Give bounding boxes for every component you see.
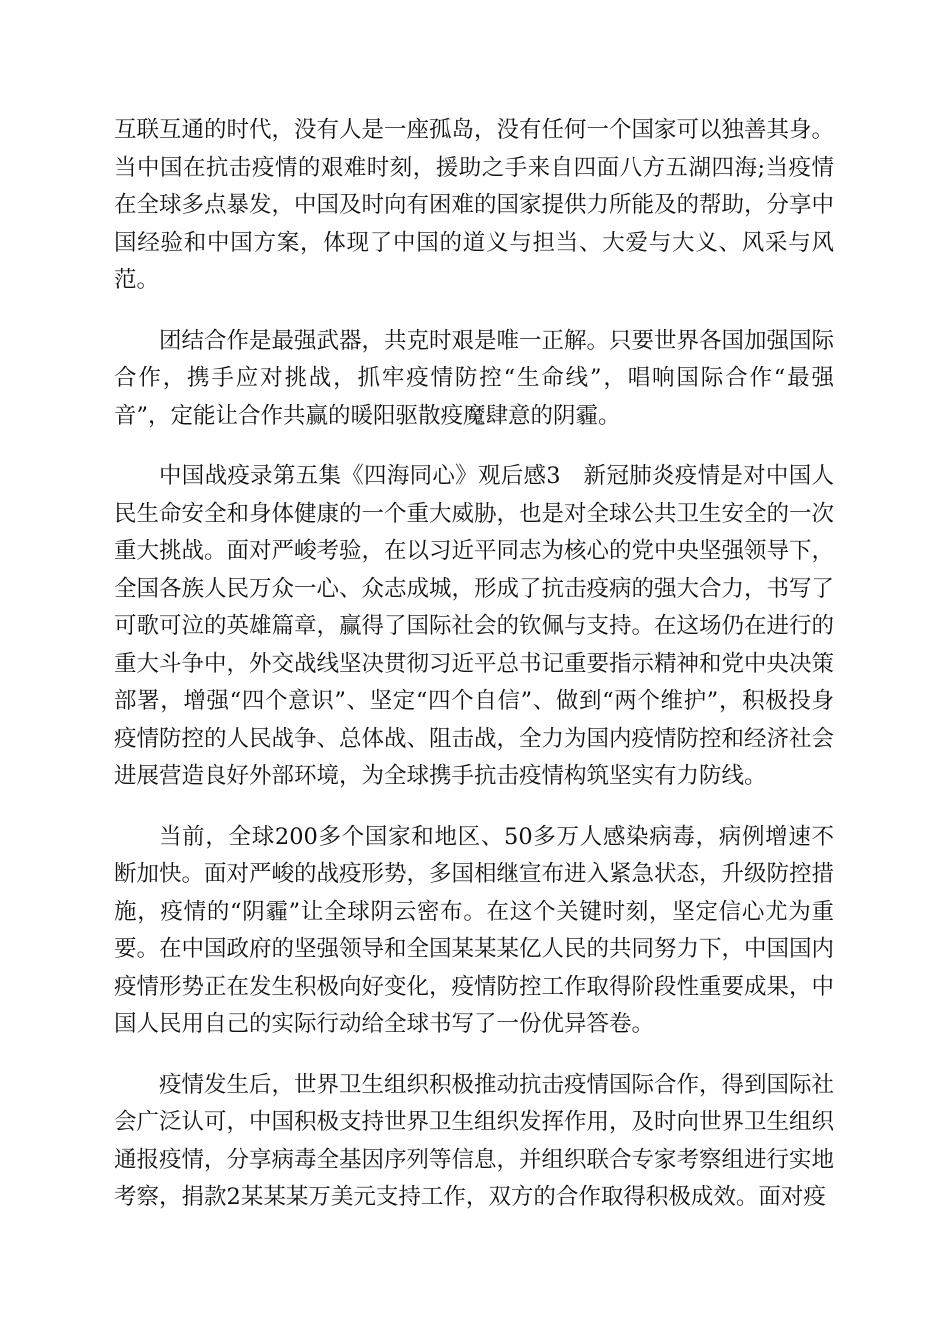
paragraph-gap xyxy=(114,796,834,819)
paragraph-2: 团结合作是最强武器，共克时艰是唯一正解。只要世界各国加强国际合作，携手应对挑战，抓牢疫情防控“生命线”，唱响国际合作“最强音”，定能让合作共赢的暖阳驱散疫魔肆意的阴霾。 xyxy=(114,327,835,429)
paragraph-gap xyxy=(114,300,834,323)
paragraph-gap xyxy=(114,1044,834,1067)
paragraph-1: 互联互通的时代，没有人是一座孤岛，没有任何一个国家可以独善其身。当中国在抗击疫情的艰难时刻，援助之手来自四面八方五湖四海;当疫情在全球多点暴发，中国及时向有困难的国家提供力所能及的帮助，分享中国经验和中国方案，体现了中国的道义与担当、大爱与大义、风采与风范。 xyxy=(114,117,835,293)
document-page xyxy=(114,112,834,1217)
paragraph-5: 疫情发生后，世界卫生组织积极推动抗击疫情国际合作，得到国际社会广泛认可，中国积极支持世界卫生组织发挥作用，及时向世界卫生组织通报疫情，分享病毒全基因序列等信息，并组织联合专家考察组进行实地考察，捐款2某某某万美元支持工作，双方的合作取得积极成效。面对疫 xyxy=(114,1071,835,1210)
paragraph-3: 中国战疫录第五集《四海同心》观后感3 新冠肺炎疫情是对中国人民生命安全和身体健康的一个重大威胁，也是对全球公共卫生安全的一次重大挑战。面对严峻考验，在以习近平同志为核心的党中央坚强领导下，全国各族人民万众一心、众志成城，形成了抗击疫病的强大合力，书写了可歌可泣的英雄篇章，赢得了国际社会的钦佩与支持。在这场仍在进行的重大斗争中，外交战线坚决贯彻习近平总书记重要指示精神和党中央决策部署，增强“四个意识”、坚定“四个自信”、做到“两个维护”，积极投身疫情防控的人民战争、总体战、阻击战，全力为国内疫情防控和经济社会进展营造良好外部环境，为全球携手抗击疫情构筑坚实有力防线。 xyxy=(114,463,835,789)
paragraph-4: 当前，全球200多个国家和地区、50多万人感染病毒，病例增速不断加快。面对严峻的战疫形势，多国相继宣布进入紧急状态，升级防控措施，疫情的“阴霾”让全球阴云密布。在这个关键时刻，坚定信心尤为重要。在中国政府的坚强领导和全国某某某亿人民的共同努力下，中国国内疫情形势正在发生积极向好变化，疫情防控工作取得阶段性重要成果，中国人民用自己的实际行动给全球书写了一份优异答卷。 xyxy=(114,823,835,1037)
paragraph-gap xyxy=(114,435,834,458)
